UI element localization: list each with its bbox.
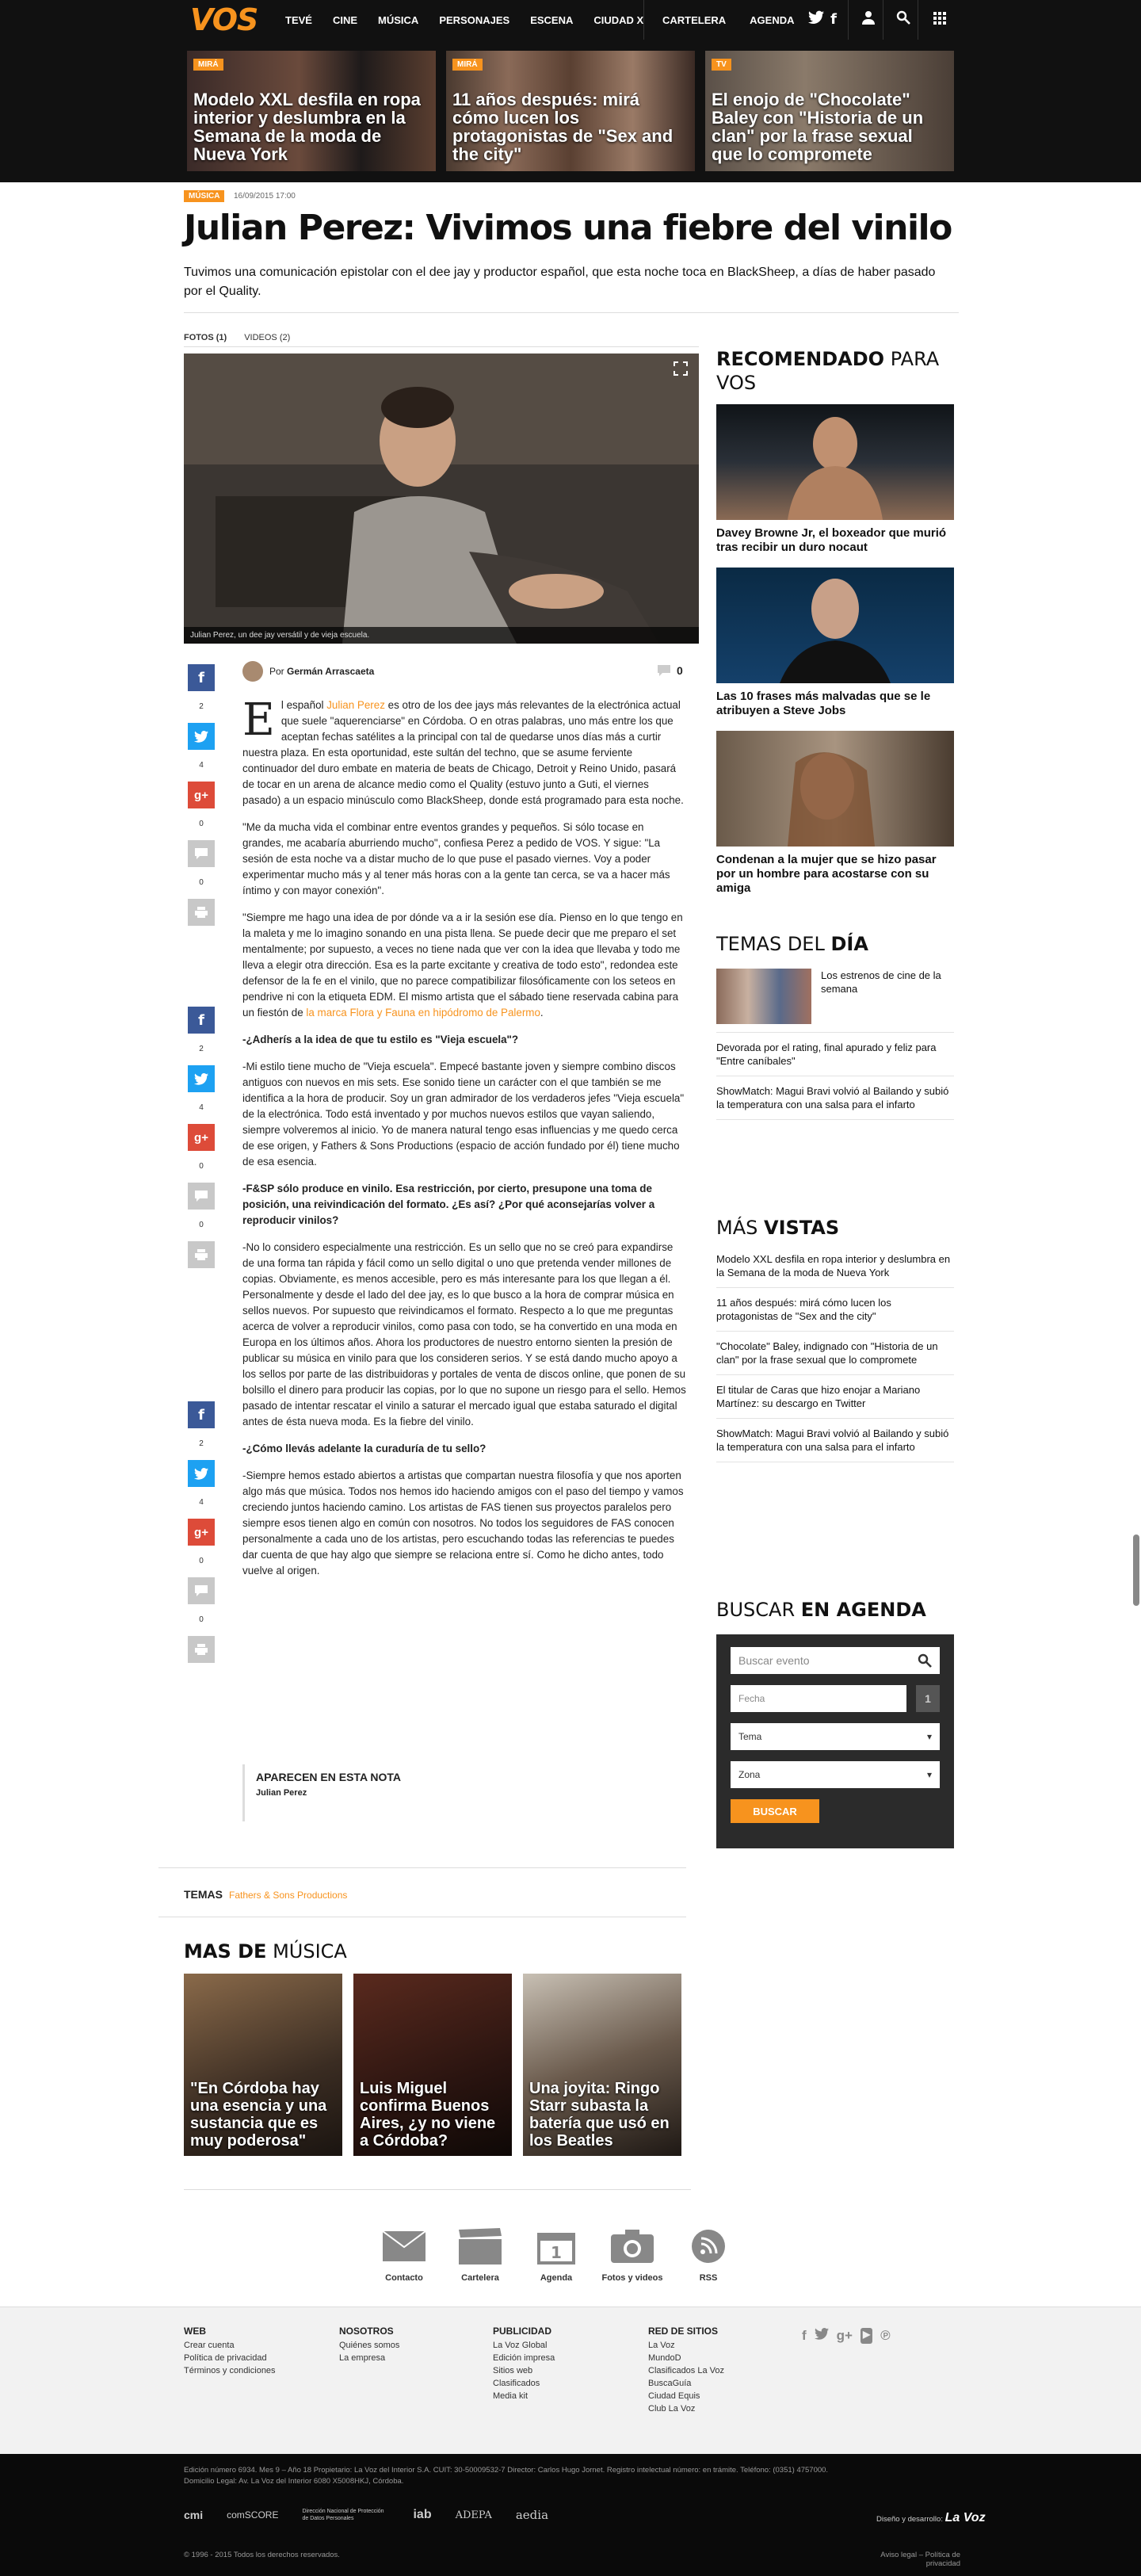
nav-item-cine[interactable]: CINE	[332, 13, 358, 26]
print-icon[interactable]	[188, 1241, 215, 1268]
share-count: 4	[199, 761, 204, 770]
rss-icon	[686, 2224, 731, 2268]
design-credit	[876, 2511, 986, 2525]
event-search-placeholder: Buscar evento	[738, 1654, 810, 1667]
fullscreen-icon[interactable]	[674, 361, 688, 380]
topics-label: TEMAS	[184, 1888, 223, 1901]
facebook-share-icon[interactable]: f	[188, 1007, 215, 1034]
lavoz-logo[interactable]: La Voz	[944, 2511, 986, 2524]
divider	[184, 312, 959, 313]
article-lead: Tuvimos una comunicación epistolar con el dee jay y productor español, que esta noche toca en BlackSheep, a días de haber pasado por el Quality.	[184, 266, 936, 298]
envelope-icon	[382, 2224, 426, 2268]
aedia-logo[interactable]: aedia	[515, 2508, 549, 2522]
date-placeholder: Fecha	[738, 1693, 765, 1704]
author-avatar	[242, 661, 263, 682]
share-bar	[187, 1401, 216, 1663]
user-icon[interactable]	[859, 10, 878, 29]
promo-card[interactable]	[446, 51, 695, 171]
date-input[interactable]	[731, 1685, 906, 1712]
more-heading-bold: MAS DE	[184, 1940, 267, 1963]
footer-link[interactable]: Ciudad Equis	[648, 2391, 700, 2401]
mas-vistas-section	[716, 1216, 954, 1462]
share-count: 2	[199, 702, 204, 711]
footer-link[interactable]: Clasificados La Voz	[648, 2366, 724, 2375]
twitter-icon[interactable]	[807, 10, 826, 29]
facebook-icon[interactable]: f	[802, 2328, 807, 2343]
interview-answer: -Siempre hemos estado abiertos a artistas que compartan nuestra filosofía y que nos aporten algo más que música. Todos nos hemos ido haciendo amigos con el paso del tiempo y vamos creciendo juntos haciendo camino. Los artistas de FAS tienen sus proyectos paralelos pero siempre esos tienen algo en común con nosotros. No todos los seguidores de FAS conocen personalmente a cada uno de los artistas, pero escuchando todas las referencias te puedes dar cuenta de que hay algo que siempre se relaciona entre sí. Como he dicho antes, todo vuelve al origen.	[242, 1470, 684, 1577]
footer-link[interactable]: Clasificados	[493, 2379, 540, 2388]
promo-tag: TV	[712, 59, 731, 71]
related-people-box	[242, 1764, 686, 1821]
twitter-share-icon[interactable]	[188, 1460, 215, 1487]
footer-link[interactable]: Quiénes somos	[339, 2341, 400, 2350]
main-nav	[285, 0, 664, 40]
partner-logos	[184, 2508, 548, 2522]
drop-cap: E	[242, 694, 275, 746]
interview-answer: -Mi estilo tiene mucho de "Vieja escuela". Empecé bastante joven y siempre combino discos antiguos con nuevos en mis sets. Ese sonido tiene un carácter con el que también se me identifica a la hora de producir. Soy un gran admirador de los verdaderos jefes "Vieja escuela" de la electrónica. Todo está inventado y por muchos nuevos estilos que vayan saliendo, siempre volveremos al inicio. Yo de manera natural tengo esas influencias y me quedo cerca de ese origen, y Fathers & Sons Productions (espacio de acción fundado por él) tiene mucho de esa esencia.	[242, 1061, 685, 1168]
footer-col-nosotros	[339, 2325, 399, 2364]
svg-text:1: 1	[551, 2243, 562, 2262]
facebook-icon[interactable]: f	[830, 11, 837, 28]
comment-icon	[658, 665, 670, 676]
facebook-share-icon[interactable]: f	[188, 1401, 215, 1428]
nav-item-cartelera[interactable]: CARTELERA	[662, 13, 727, 26]
vistas-list	[716, 1244, 954, 1462]
cartelera-label: Cartelera	[461, 2273, 499, 2283]
nav-divider	[848, 0, 849, 40]
temas-heading	[716, 932, 954, 956]
footer-link[interactable]: Política de privacidad	[184, 2353, 267, 2363]
promo-tag: MIRÁ	[193, 59, 223, 71]
footer-col-red	[648, 2325, 724, 2415]
recommended-title: Davey Browne Jr, el boxeador que murió tras recibir un duro nocaut	[716, 526, 947, 554]
topic-link[interactable]: Fathers & Sons Productions	[229, 1890, 348, 1901]
calendar-icon[interactable]: 1	[916, 1685, 940, 1712]
legal-footer	[0, 2454, 1141, 2576]
more-section-title	[184, 1940, 347, 1963]
share-count: 2	[199, 1439, 204, 1448]
divider	[158, 1867, 686, 1868]
fotos-videos-link[interactable]	[594, 2224, 670, 2283]
agenda-heading	[716, 1598, 954, 1622]
vistas-link[interactable]: "Chocolate" Baley, indignado con "Historia de un clan" por la frase sexual que lo compromete	[716, 1332, 954, 1375]
zona-select[interactable]	[731, 1761, 940, 1788]
footer-link[interactable]: La Voz	[648, 2341, 675, 2350]
footer-link[interactable]: Edición impresa	[493, 2353, 555, 2363]
related-person-link[interactable]: Julian Perez	[256, 1788, 307, 1798]
footer-heading: PUBLICIDAD	[493, 2326, 551, 2337]
rss-link[interactable]	[670, 2224, 746, 2283]
comment-share-icon[interactable]	[188, 840, 215, 867]
vistas-heading	[716, 1216, 954, 1240]
temas-item[interactable]	[716, 969, 954, 1033]
cartelera-link[interactable]	[442, 2224, 518, 2283]
vistas-link[interactable]: El titular de Caras que hizo enojar a Mariano Martínez: su descargo en Twitter	[716, 1375, 954, 1419]
author-byline	[242, 661, 374, 682]
search-icon[interactable]	[918, 1653, 932, 1668]
more-card-title: Una joyita: Ringo Starr subasta la batería que usó en los Beatles	[529, 2080, 670, 2150]
cmi-logo[interactable]: cmi	[184, 2509, 204, 2521]
pinterest-icon[interactable]: ℗	[880, 2328, 891, 2343]
contacto-link[interactable]	[366, 2224, 442, 2283]
google-plus-icon[interactable]: g+	[836, 2328, 853, 2343]
date-row	[731, 1685, 940, 1723]
secondary-nav	[662, 0, 819, 40]
nav-item-musica[interactable]: MÚSICA	[378, 13, 419, 26]
google-plus-share-icon[interactable]: g+	[188, 1124, 215, 1151]
share-bar	[187, 664, 216, 926]
clapperboard-icon	[458, 2224, 502, 2268]
share-count: 0	[199, 1221, 204, 1229]
recommended-heading	[716, 347, 954, 395]
chevron-down-icon: ▾	[926, 1731, 932, 1742]
recommended-image	[716, 404, 954, 520]
google-plus-share-icon[interactable]: g+	[188, 782, 215, 808]
print-icon[interactable]	[188, 899, 215, 926]
temas-link[interactable]: ShowMatch: Magui Bravi volvió al Bailando y subió la temperatura con una salsa para el infarto	[716, 1076, 954, 1120]
event-search-input[interactable]	[731, 1647, 940, 1674]
vistas-link[interactable]: 11 años después: mirá cómo lucen los protagonistas de "Sex and the city"	[716, 1288, 954, 1332]
footer-link[interactable]: Crear cuenta	[184, 2341, 235, 2350]
vistas-heading-rest: MÁS	[716, 1217, 758, 1239]
tab-videos[interactable]: VIDEOS (2)	[244, 333, 291, 342]
comscore-logo[interactable]: comSCORE	[227, 2509, 279, 2521]
agenda-heading-rest: BUSCAR	[716, 1599, 796, 1621]
agenda-heading-bold: EN AGENDA	[800, 1599, 926, 1621]
share-bar	[187, 1007, 216, 1268]
more-card[interactable]	[353, 1974, 512, 2156]
paragraph-text: .	[540, 1007, 544, 1019]
legal-text-2: Domicilio Legal: Av. La Voz del Interior 6080 X5008HKJ, Córdoba.	[184, 2477, 404, 2486]
share-count: 0	[199, 820, 204, 828]
paragraph: "Me da mucha vida el combinar entre eventos grandes y pequeños. Si sólo tocase en grandes, me acabaría aburriendo mucho", confiesa Perez a pedido de VOS. Y sigue: "La sesión de esta noche va a distar mucho de lo que puse el pasado viernes. Voy a poder experimentar mucho más y al tener más horas con a la gente tan cerca, se va a hacer más íntimo y con mayor conexión".	[242, 821, 670, 896]
agenda-search-box	[716, 1634, 954, 1848]
footer-link[interactable]: La empresa	[339, 2353, 386, 2363]
share-count: 2	[199, 1045, 204, 1053]
temas-image	[716, 969, 811, 1024]
share-count: 0	[199, 1615, 204, 1624]
footer-link[interactable]: BuscaGuía	[648, 2379, 692, 2388]
chevron-down-icon: ▾	[926, 1769, 932, 1780]
design-label: Diseño y desarrollo:	[876, 2515, 943, 2524]
legal-links[interactable]: Aviso legal – Política de privacidad	[880, 2551, 960, 2568]
vistas-link[interactable]: ShowMatch: Magui Bravi volvió al Bailando y subió la temperatura con una salsa para el infarto	[716, 1419, 954, 1462]
author-prefix: Por	[269, 666, 284, 677]
calendar-icon	[534, 2224, 578, 2268]
footer-link[interactable]: Club La Voz	[648, 2404, 696, 2414]
temas-link[interactable]: Devorada por el rating, final apurado y feliz para "Entre caníbales"	[716, 1033, 954, 1076]
category-badge[interactable]: MÚSICA	[184, 190, 224, 202]
footer-link[interactable]: Sitios web	[493, 2366, 533, 2375]
copyright: © 1996 - 2015 Todos los derechos reservados.	[184, 2551, 340, 2559]
more-card-title: Luis Miguel confirma Buenos Aires, ¿y no viene a Córdoba?	[360, 2080, 496, 2150]
footer-heading: RED DE SITIOS	[648, 2326, 719, 2337]
print-icon[interactable]	[188, 1636, 215, 1663]
temas-del-dia-section	[716, 932, 954, 1120]
nav-item-agenda[interactable]: AGENDA	[750, 13, 795, 26]
google-plus-share-icon[interactable]: g+	[188, 1519, 215, 1546]
iab-logo[interactable]: iab	[413, 2508, 432, 2521]
comment-share-icon[interactable]	[188, 1183, 215, 1210]
recommended-item[interactable]	[716, 404, 954, 555]
article-title: Julian Perez: Vivimos una fiebre del vinilo	[184, 208, 952, 248]
temas-heading-bold: DÍA	[830, 933, 868, 955]
agenda-label: Agenda	[540, 2273, 573, 2283]
interview-question: -¿Adherís a la idea de que tu estilo es "Vieja escuela"?	[242, 1034, 519, 1045]
temas-title: Los estrenos de cine de la semana	[821, 969, 941, 995]
paragraph-text: l español	[280, 699, 327, 711]
promo-card[interactable]	[187, 51, 436, 171]
share-count: 0	[199, 1162, 204, 1171]
facebook-share-icon[interactable]: f	[188, 664, 215, 691]
recommended-heading-bold: RECOMENDADO	[716, 348, 885, 370]
footer-quick-links	[366, 2224, 746, 2283]
article-date: 16/09/2015 17:00	[234, 192, 296, 201]
recommended-section	[716, 347, 954, 896]
more-card[interactable]	[523, 1974, 681, 2156]
footer-link[interactable]: La Voz Global	[493, 2341, 548, 2350]
camera-icon	[610, 2224, 654, 2268]
recommended-item[interactable]	[716, 731, 954, 896]
inline-link[interactable]: la marca Flora y Fauna en hipódromo de Palermo	[306, 1007, 540, 1019]
promo-title: Modelo XXL desfila en ropa interior y deslumbra en la Semana de la moda de Nueva York	[193, 90, 421, 164]
share-count: 4	[199, 1498, 204, 1507]
temas-heading-rest: TEMAS DEL	[716, 933, 825, 955]
author-name[interactable]: Germán Arrascaeta	[287, 666, 375, 677]
tab-fotos[interactable]: FOTOS (1)	[184, 333, 227, 342]
photo-scene	[184, 354, 699, 644]
more-heading-category: MÚSICA	[273, 1940, 347, 1963]
footer-link[interactable]: MundoD	[648, 2353, 681, 2363]
twitter-share-icon[interactable]	[188, 1065, 215, 1092]
recommended-item[interactable]	[716, 568, 954, 718]
vistas-heading-bold: VISTAS	[764, 1217, 840, 1239]
contacto-label: Contacto	[385, 2273, 423, 2283]
article-body	[242, 694, 686, 1590]
twitter-icon[interactable]	[815, 2328, 829, 2344]
photo-caption: Julian Perez, un dee jay versátil y de vieja escuela.	[184, 627, 699, 644]
footer-heading: WEB	[184, 2326, 206, 2337]
paragraph-text: es otro de los dee jays más relevantes de la electrónica actual que suele "aquerenciarse" en Córdoba. O en otras palabras, uno más entre los que aceptan fechas satélites a la principal con tal de quedarse unos días más a curtir nuestra plaza. En esta oportunidad, este sultán del techno, que se asume ferviente continuador del duro embate en materia de beats de Chicago, Detroit y Reino Unido, pasará de tocar en un arena de alcance medio como el Quality (estuvo junto a Guti, el viernes pasado) a un espacio minúsculo como BlackSheep, donde está programado para esta noche.	[242, 699, 684, 806]
promo-tag: MIRÁ	[452, 59, 483, 71]
article-topics	[184, 1888, 347, 1901]
temas-list	[716, 1033, 954, 1120]
paragraph-text: "Siempre me hago una idea de por dónde va a ir la sesión ese día. Pienso en lo que tengo en la maleta y me lo imagino sonando en una pista llena. Se puede decir que me preparo el set mentalmente; por supuesto, a veces no tiene nada que ver con la idea que llevaba y todo me lleva a elegir otra dirección. Esa es la parte excitante y creativa de todo esto", redondea este defensor de la fe en el vinilo, que no parece compatibilizar filosóficamente con los seteos en pendrive ni con la etiqueta EDM. El mismo artista que el sábado tiene reservada cabina para un fiestón de	[242, 912, 683, 1019]
buscar-button[interactable]: BUSCAR	[731, 1799, 819, 1823]
recommended-image	[716, 731, 954, 847]
recommended-heading-rest: PARA VOS	[716, 348, 940, 394]
footer-col-publicidad	[493, 2325, 555, 2402]
divider	[184, 346, 699, 347]
media-tabs	[184, 333, 307, 342]
vistas-link[interactable]: Modelo XXL desfila en ropa interior y deslumbra en la Semana de la moda de Nueva York	[716, 1244, 954, 1288]
promo-card[interactable]	[705, 51, 954, 171]
share-count: 0	[199, 1557, 204, 1565]
promo-title: El enojo de "Chocolate" Baley con "Historia de un clan" por la frase sexual que lo compromete	[712, 90, 924, 164]
nav-divider	[643, 0, 644, 40]
promo-title: 11 años después: mirá cómo lucen los protagonistas de "Sex and the city"	[452, 90, 674, 164]
nav-item-escena[interactable]: ESCENA	[530, 13, 574, 26]
search-icon[interactable]	[894, 10, 913, 29]
interview-answer: -No lo considero especialmente una restricción. Es un sello que no se creó para expandirse de una forma tan rápida y fácil como un sello digital o uno que pretenda vender millones de copias. Obviamente, es menos accesible, pero es más interesante para los que llegan a él. Personalmente y desde el lado del dee jay, es lo que busco a la hora de comprar música en sellos nuevos. Por supuesto que reivindicamos el formato. Respecto a lo que me preguntas acerca de volver a reproducir vinilos, como pasa con todo, se ha convertido en una moda en Europa en los últimos años. Ahora los productores de nuestro entorno sienten la presión de publicar su música en vinilo para que los consideren serios. Y se está dando mucho apoyo a los sellos por parte de las distribuidoras y portales de venta de discos online, que ponen de su bolsillo el dinero para producir las copias, por lo que no supone un riesgo para el sello. Hemos pasado de intentar rescatar el vinilo a saturar el mercado igual que estaba saturado el digital antes de ésta nueva moda. Es la fiebre del vinilo.	[242, 1241, 686, 1428]
more-card[interactable]	[184, 1974, 342, 2156]
footer-social	[802, 2328, 891, 2344]
recommended-image	[716, 568, 954, 683]
related-people-title: APARECEN EN ESTA NOTA	[256, 1771, 402, 1783]
nav-item-ciudad-x[interactable]: CIUDAD X	[593, 13, 644, 26]
hero-promos	[0, 40, 1141, 182]
main-photo[interactable]	[184, 354, 699, 644]
footer-heading: NOSOTROS	[339, 2326, 394, 2337]
share-count: 4	[199, 1103, 204, 1112]
nav-item-personajes[interactable]: PERSONAJES	[439, 13, 510, 26]
fotos-videos-label: Fotos y videos	[601, 2273, 663, 2283]
recommended-title: Las 10 frases más malvadas que se le atribuyen a Steve Jobs	[716, 690, 931, 717]
recommended-title: Condenan a la mujer que se hizo pasar por un hombre para acostarse con su amiga	[716, 853, 937, 895]
share-count: 0	[199, 878, 204, 887]
adepa-logo[interactable]: ADEPA	[455, 2509, 492, 2521]
site-logo[interactable]: VOS	[190, 2, 258, 37]
footer-link[interactable]: Media kit	[493, 2391, 529, 2401]
footer-col-web	[184, 2325, 276, 2377]
nav-item-teve[interactable]: TEVÉ	[285, 13, 312, 26]
more-card-title: "En Córdoba hay una esencia y una sustancia que es muy poderosa"	[190, 2080, 327, 2150]
dnpdp-logo[interactable]: Dirección Nacional de Protección de Datos Personales	[302, 2509, 384, 2521]
comments-count[interactable]	[658, 664, 683, 677]
scrollbar-thumb[interactable]	[1133, 1535, 1139, 1606]
apps-grid-icon[interactable]	[930, 10, 949, 29]
agenda-link[interactable]	[518, 2224, 594, 2283]
comment-share-icon[interactable]	[188, 1577, 215, 1604]
interview-question: -F&SP sólo produce en vinilo. Esa restricción, por cierto, presupone una toma de posición, una reivindicación del formato. ¿Es así? ¿Por qué aconsejarías volver a reproducir vinilos?	[242, 1183, 655, 1226]
legal-text-1: Edición número 6934. Mes 9 – Año 18 Propietario: La Voz del Interior S.A. CUIT: 30-50009532-7 Director: Carlos Hugo Jornet. Registro intelectual número: en trámite. Teléfono: (0351) 4757000.	[184, 2466, 829, 2475]
site-footer	[0, 2307, 1141, 2454]
rss-label: RSS	[699, 2273, 718, 2283]
divider	[184, 2189, 691, 2190]
inline-link[interactable]: Julian Perez	[326, 699, 385, 711]
youtube-icon[interactable]: ▶	[861, 2328, 872, 2344]
twitter-share-icon[interactable]	[188, 723, 215, 750]
top-navbar	[0, 0, 1141, 40]
zona-select-value: Zona	[738, 1769, 761, 1780]
footer-link[interactable]: Términos y condiciones	[184, 2366, 276, 2375]
comments-number: 0	[677, 664, 683, 677]
interview-question: -¿Cómo llevás adelante la curaduría de tu sello?	[242, 1443, 487, 1454]
tema-select[interactable]	[731, 1723, 940, 1750]
tema-select-value: Tema	[738, 1731, 762, 1742]
